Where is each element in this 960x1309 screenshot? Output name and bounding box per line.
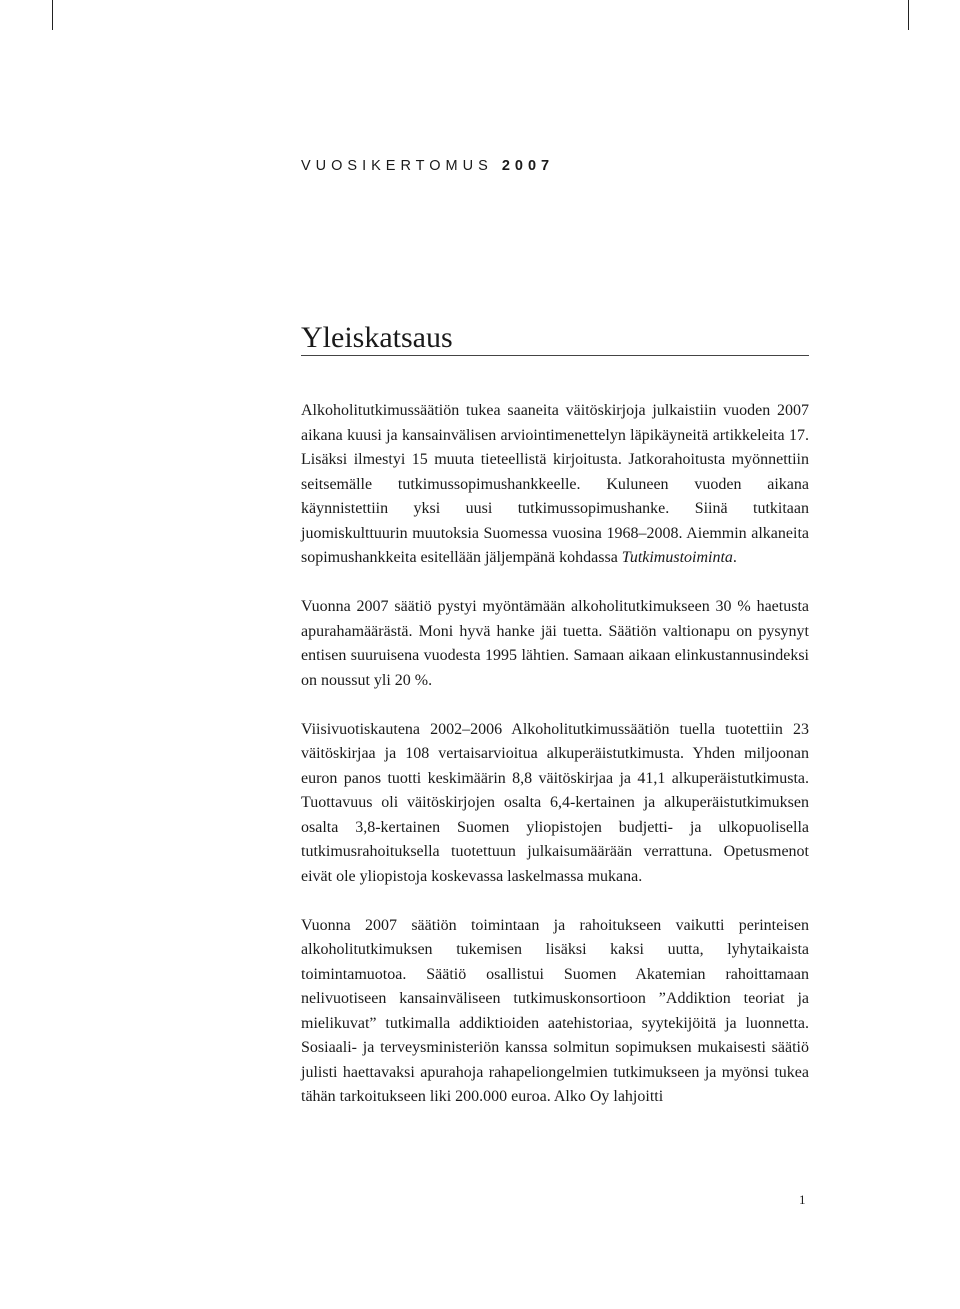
paragraph-1-end: .	[732, 549, 737, 566]
body-text	[301, 399, 809, 1110]
paragraph-2: Vuonna 2007 säätiö pystyi myöntämään alkoholitutkimukseen 30 % haetusta apurahamäärästä. Moni hyvä hanke jäi tuetta. Säätiön valtionapu on pysynyt entisen suuruisena vuodesta 1995 lähtien. Samaan aikaan elinkustannusindeksi on noussut yli 20 %.	[301, 598, 809, 689]
running-header	[301, 158, 554, 174]
chapter-title: Yleiskatsaus	[301, 321, 453, 354]
section-reference: Tutkimustoiminta	[621, 549, 733, 566]
paragraph-1	[301, 399, 809, 571]
crop-mark-right	[908, 0, 909, 30]
paragraph-1-text: Alkoholitutkimussäätiön tukea saaneita väitöskirjoja julkaistiin vuoden 2007 aikana kuusi ja kansainvälisen arviointimenettelyn läpikäyneitä artikkeleita 17. Lisäksi ilmestyi 15 muuta tieteellistä kirjoitusta. Jatkorahoitusta myönnettiin seitsemälle tutkimussopimushankkeelle. Kuluneen vuoden aikana käynnistettiin yksi uusi tutkimussopimushanke. Siinä tutkitaan juomiskulttuurin muutoksia Suomessa vuosina 1968–2008. Aiemmin alkaneita sopimushankkeita esitellään jäljempänä kohdassa	[301, 402, 809, 566]
crop-mark-left	[52, 0, 53, 30]
title-rule	[301, 355, 809, 356]
paragraph-3: Viisivuotiskautena 2002–2006 Alkoholitutkimussäätiön tuella tuotettiin 23 väitöskirjaa ja 108 vertaisarvioitua alkuperäistutkimusta. Yhden miljoonan euron panos tuotti keskimäärin 8,8 väitöskirjaa ja 41,1 alkuperäistutkimusta. Tuottavuus oli väitöskirjojen osalta 6,4-kertainen ja alkuperäistutkimuksen osalta 3,8-kertainen Suomen yliopistojen budjetti- ja ulkopuolisella tutkimusrahoituksella tuotettuun julkaisumäärään verrattuna. Opetusmenot eivät ole yliopistoja koskevassa laskelmassa mukana.	[301, 720, 809, 885]
page-number: 1	[799, 1192, 806, 1207]
running-header-year: 2007	[501, 158, 555, 174]
running-header-title: VUOSIKERTOMUS	[301, 158, 493, 174]
paragraph-4: Vuonna 2007 säätiön toimintaan ja rahoitukseen vaikutti perinteisen alkoholitutkimuksen tukemisen lisäksi kaksi uutta, lyhytaikaista toimintamuotoa. Säätiö osallistui Suomen Akatemian rahoittamaan nelivuotiseen kansainväliseen tutkimuskonsortioon ”Addiktion teoriat ja mielikuvat” tutkimalla addiktioiden aatehistoriaa, syytekijöitä ja luonnetta. Sosiaali- ja terveysministeriön kanssa solmitun sopimuksen mukaisesti säätiö julisti haettavaksi apurahoja rahapeliongelmien tutkimukseen ja myönsi tukea tähän tarkoitukseen liki 200.000 euroa. Alko Oy lahjoitti	[301, 916, 809, 1105]
